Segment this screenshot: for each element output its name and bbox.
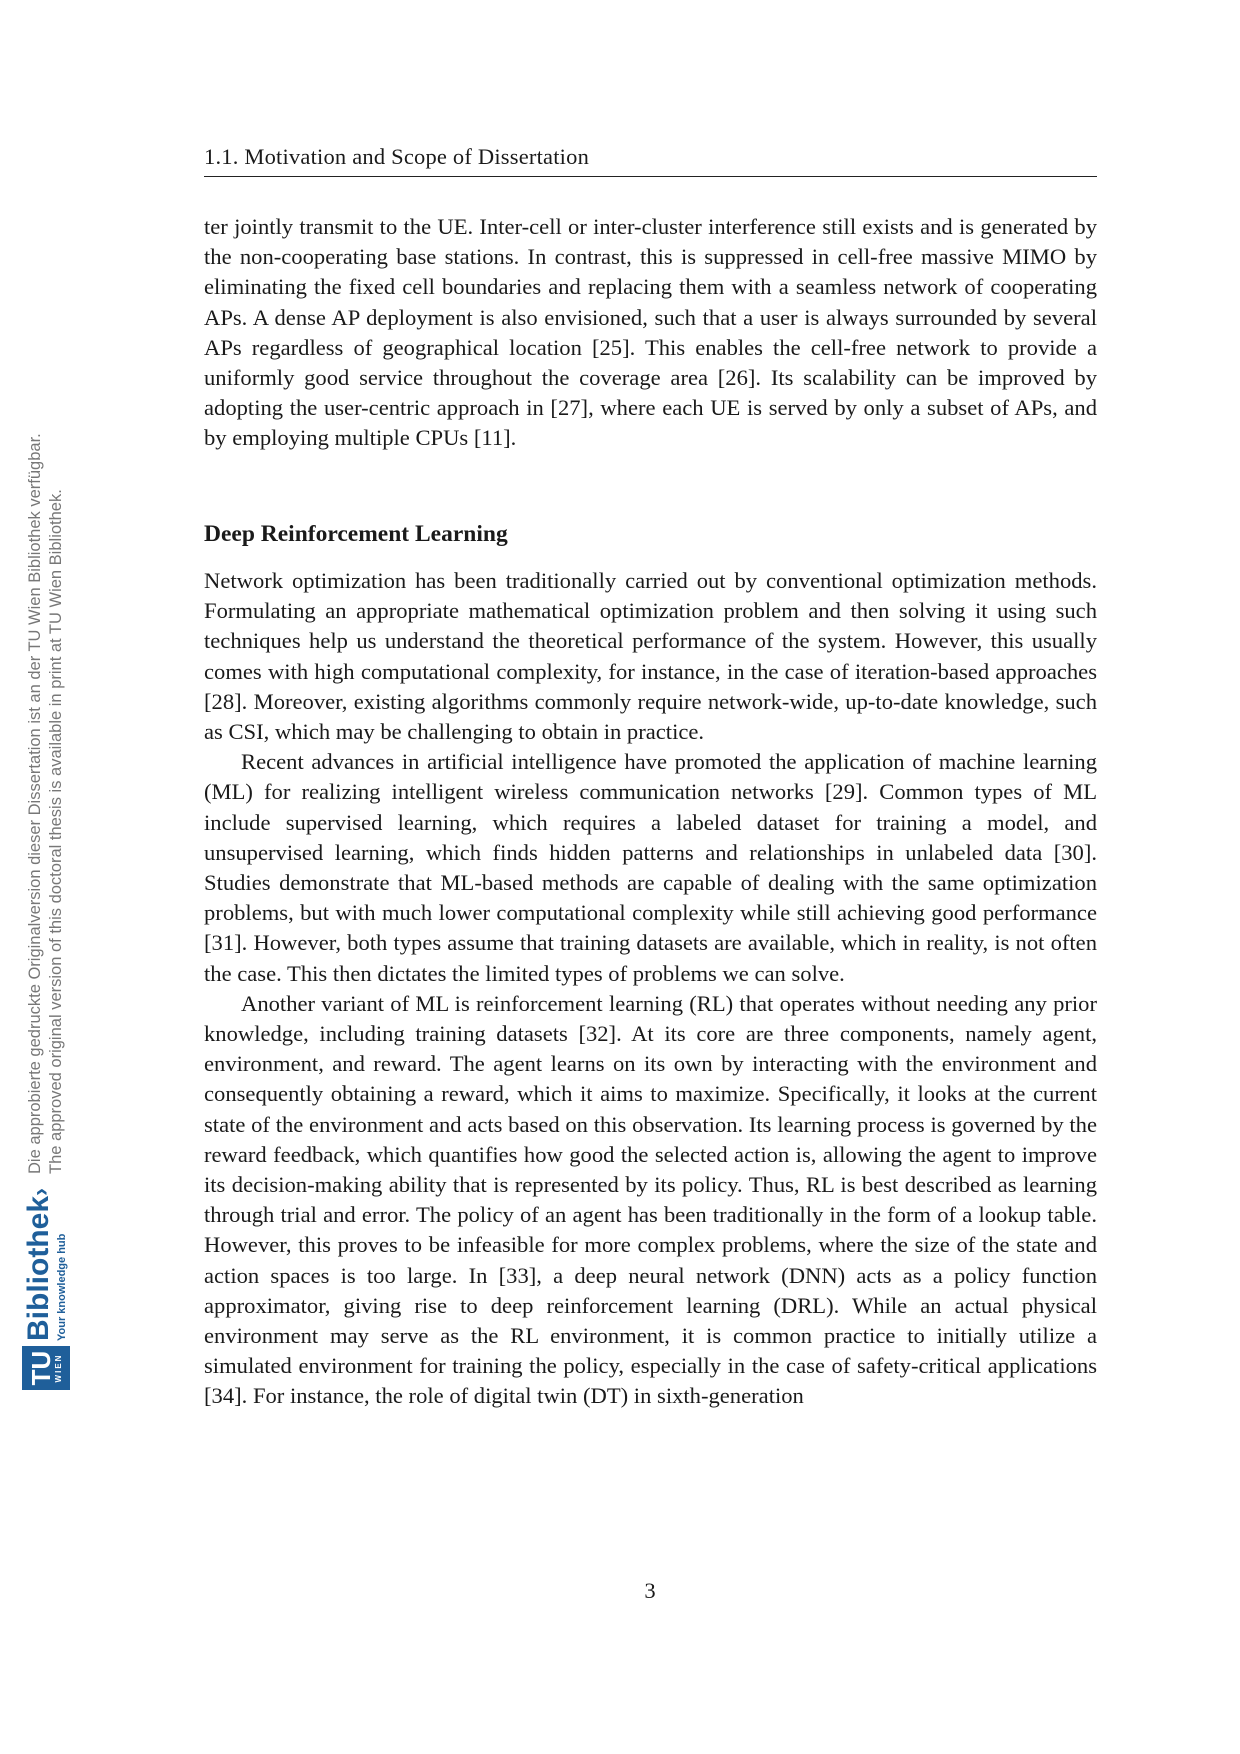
running-title: 1.1. Motivation and Scope of Dissertation (204, 144, 590, 169)
logo-brand (21, 1187, 69, 1341)
logo-tu-text: TU (26, 1350, 56, 1386)
library-watermark (22, 433, 70, 1390)
page-number: 3 (644, 1578, 656, 1603)
section-paragraph-3: Another variant of ML is reinforcement learning (RL) that operates without needing any prior knowledge, including training datasets [32]. At its core are three components, namely agent, environment, and reward. The agent learns on its own by interacting with the environment and consequently obtaining a reward, which it aims to maximize. Specifically, it looks at the current state of the environment and acts based on this observation. Its learning process is governed by the reward feedback, which quantifies how good the selected action is, allowing the agent to improve its decision-making ability that is represented by its policy. Thus, RL is best described as learning through trial and error. The policy of an agent has been traditionally in the form of a lookup table. However, this proves to be infeasible for more complex problems, where the size of the state and action spaces is too large. In [33], a deep neural network (DNN) acts as a policy function approximator, giving rise to deep reinforcement learning (DRL). While an actual physical environment may serve as the RL environment, it is common practice to initially utilize a simulated environment for training the policy, especially in the case of safety-critical applications [34]. For instance, the role of digital twin (DT) in sixth-generation (204, 990, 1097, 1409)
section-paragraph-1: Network optimization has been traditionally carried out by conventional optimization methods. Formulating an appropriate mathematical optimization problem and then solving it using such techniques help us understand the theoretical performance of the system. However, this usually comes with high computational complexity, for instance, in the case of iteration-based approaches [28]. Moreover, existing algorithms commonly require network-wide, up-to-date knowledge, such as CSI, which may be challenging to obtain in practice. (204, 568, 1097, 745)
running-header (204, 142, 1097, 177)
logo-tagline: Your knowledge hub (55, 1233, 68, 1341)
chevron-right-icon: › (26, 1187, 54, 1196)
intro-paragraph-block (204, 212, 1097, 454)
tu-bibliothek-logo (22, 1188, 70, 1390)
section-paragraph-2: Recent advances in artificial intelligence have promoted the application of machine learning (ML) for realizing intelligent wireless communication networks [29]. Common types of ML include supervised learning, which requires a labeled dataset for training a model, and unsupervised learning, which finds hidden patterns and relationships in unlabeled data [30]. Studies demonstrate that ML-based methods are capable of dealing with the same optimization problems, but with much lower computational complexity while still achieving good performance [31]. However, both types assume that training datasets are available, which in reality, is not often the case. This then dictates the limited types of problems we can solve. (204, 749, 1097, 986)
logo-wien-text: WIEN (54, 1353, 63, 1383)
section-body (204, 566, 1097, 1412)
tu-wien-logo-icon (22, 1346, 70, 1390)
logo-brand-text: Bibliothek› (21, 1187, 55, 1341)
intro-paragraph: ter jointly transmit to the UE. Inter-cell or inter-cluster interference still exists and is generated by the non-cooperating base stations. In contrast, this is suppressed in cell-free massive MIMO by eliminating the fixed cell boundaries and replacing them with a seamless network of cooperating APs. A dense AP deployment is also envisioned, such that a user is always surrounded by several APs regardless of geographical location [25]. This enables the cell-free network to provide a uniformly good service throughout the coverage area [26]. Its scalability can be improved by adopting the user-centric approach in [27], where each UE is served by only a subset of APs, and by employing multiple CPUs [11]. (204, 214, 1097, 451)
watermark-line-de: Die approbierte gedruckte Originalversion dieser Dissertation ist an der TU Wien Bibliothek verfügbar. (26, 433, 44, 1174)
watermark-line-en: The approved original version of this doctoral thesis is available in print at TU Wien Bibliothek. (47, 489, 65, 1174)
watermark-text (25, 433, 67, 1174)
section-heading: Deep Reinforcement Learning (204, 521, 508, 547)
